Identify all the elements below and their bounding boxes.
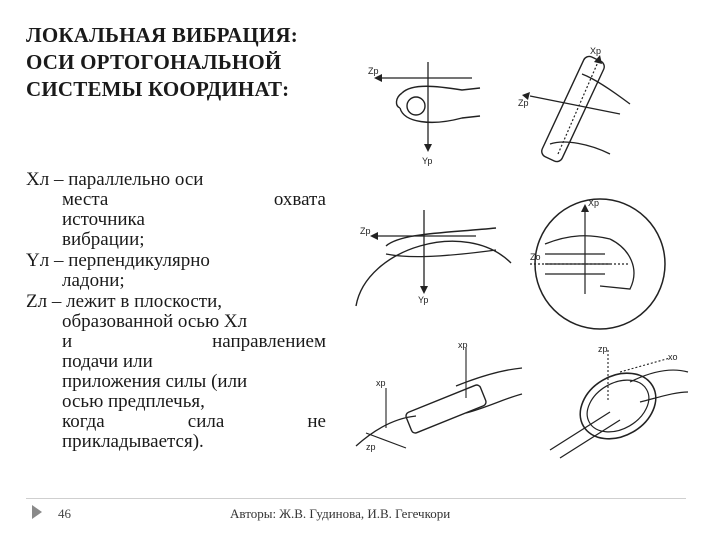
axis-z-line-7: прикладывается). xyxy=(62,431,204,452)
figure-hand-hemisphere xyxy=(346,188,516,308)
page-arrow-icon xyxy=(30,504,44,525)
fig3-y-label: Yp xyxy=(418,295,429,305)
figure-hand-cylinder xyxy=(510,44,660,174)
axis-x-line-3: вибрации; xyxy=(62,229,145,250)
axis-x-description xyxy=(26,170,326,250)
fig6-z-label: zp xyxy=(598,344,608,354)
axis-z-line-3: подачи или xyxy=(62,351,153,372)
hand-hemisphere-drawing xyxy=(346,188,516,308)
footer-divider xyxy=(26,498,686,499)
fig5-x2-label: xp xyxy=(376,378,386,388)
axis-z-description xyxy=(26,292,326,452)
hand-ball-drawing xyxy=(362,48,482,168)
fig3-z-label: Zp xyxy=(360,226,371,236)
fig1-y-label: Yp xyxy=(422,156,433,166)
fig2-x-label: Xp xyxy=(590,46,602,56)
fig5-x-label: xp xyxy=(458,340,468,350)
figure-hand-ball xyxy=(362,48,482,168)
page-number: 46 xyxy=(58,506,71,521)
axis-y-line-1: ладони; xyxy=(62,270,125,291)
axis-z-line-4: приложения силы (или xyxy=(62,371,248,392)
figure-arm-tool xyxy=(346,338,526,458)
fig5-z-label: zp xyxy=(366,442,376,452)
axis-x-line-1: места охвата xyxy=(62,189,326,210)
axis-z-line-2: и направлением xyxy=(62,331,326,352)
axis-z-lead: Zл – лежит в плоскости, xyxy=(26,291,223,312)
hand-circle-drawing xyxy=(530,194,670,334)
fig4-x-label: Xp xyxy=(588,198,600,208)
figure-hand-circle xyxy=(530,194,670,334)
arm-tool-drawing xyxy=(346,338,526,458)
fig4-z-label: Zo xyxy=(530,252,541,262)
axis-x-lead: Хл – параллельно оси xyxy=(26,169,204,190)
fig6-x-label: xo xyxy=(668,352,678,362)
slide-title: ЛОКАЛЬНАЯ ВИБРАЦИЯ: ОСИ ОРТОГОНАЛЬНОЙ СИСТЕМЫ КООРДИНАТ: xyxy=(26,23,298,101)
axis-y-description xyxy=(26,251,326,291)
figure-steering-wheel xyxy=(540,342,690,460)
fig2-z-label: Zp xyxy=(518,98,529,108)
steering-wheel-drawing xyxy=(540,342,690,460)
footer-authors: Авторы: Ж.В. Гудинова, И.В. Гегечкори xyxy=(230,506,451,521)
axis-z-line-5: осью предплечья, xyxy=(62,391,205,412)
hand-cylinder-drawing xyxy=(510,44,660,174)
fig1-z-label: Zp xyxy=(368,66,379,76)
axis-z-line-6: когда сила не xyxy=(62,411,326,432)
axis-x-line-2: источника xyxy=(62,209,145,230)
axis-z-line-1: образованной осью Хл xyxy=(62,311,248,332)
axis-y-lead: Yл – перпендикулярно xyxy=(26,250,210,271)
axes-description xyxy=(26,170,326,453)
